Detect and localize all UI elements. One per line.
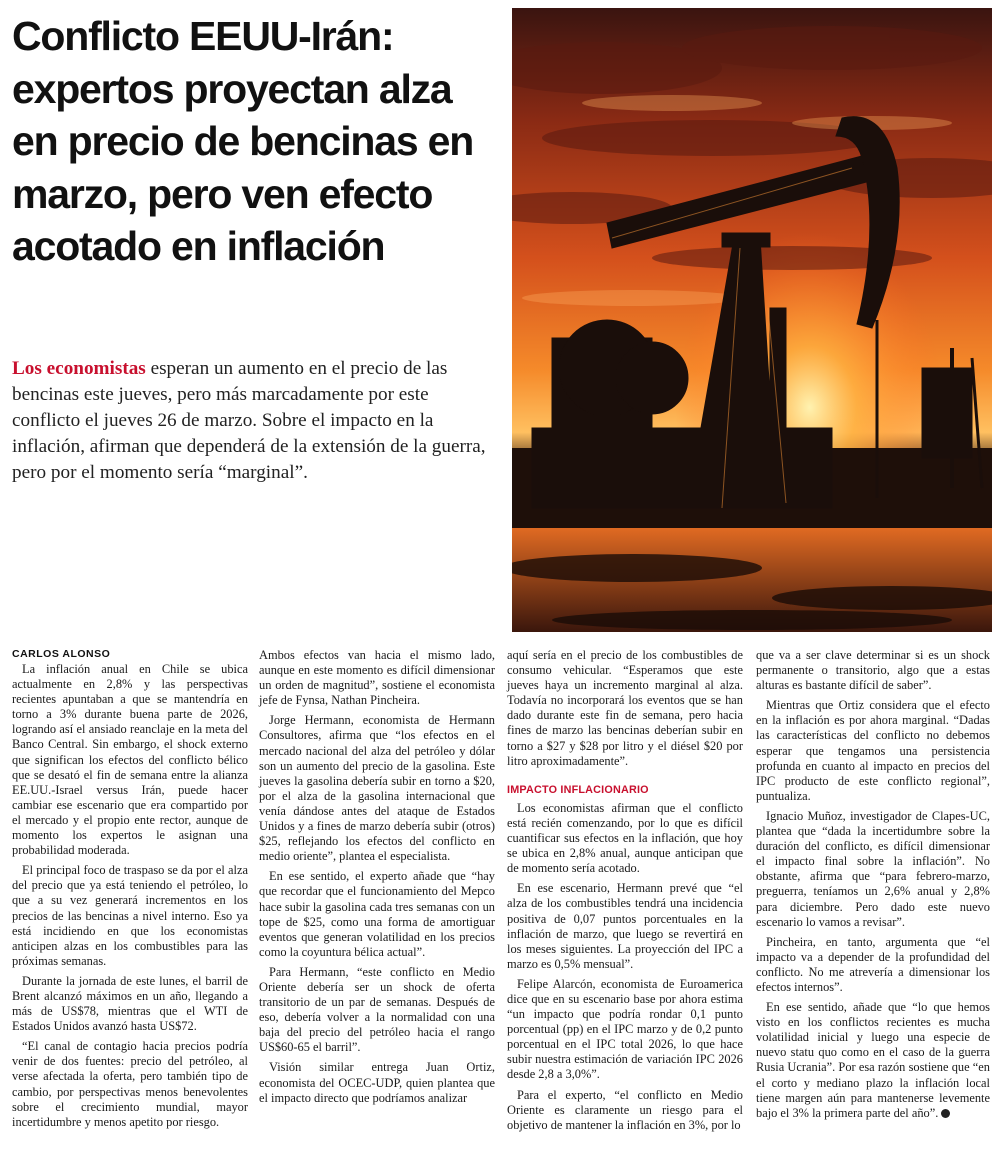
body-column-2 xyxy=(259,648,495,1111)
paragraph: Felipe Alarcón, economista de Euroamerica dice que en su escenario base por ahora estima “un impacto que podría rondar 0,1 punto porcentual (pp) en el IPC marzo y de 0,2 punto porcentual en el IPC total 2026, lo que hace subir nuestra estimación de variación IPC 2026 desde 2,8 a 3,0%”. xyxy=(507,976,743,1082)
paragraph-text: En ese sentido, añade que “lo que hemos visto en los conflictos recientes es mucha volatilidad inicial y luego una especie de nuevo statu quo como en el caso de la guerra Rusia Ucrania”. Por esa razón sostiene que “en el corto y mediano plazo la inflación local tiene margen aún para mantenerse levemente bajo el 3% la primera parte del año”. xyxy=(756,1000,990,1120)
paragraph: Visión similar entrega Juan Ortiz, economista del OCEC-UDP, quien plantea que el impacto directo que podríamos analizar xyxy=(259,1060,495,1105)
paragraph: “El canal de contagio hacia precios podría venir de dos fuentes: precio del petróleo, al verse afectada la oferta, pero también tipo de cambio, por perspectivas menos benevolentes sobre el crecimiento mundial, mayor incertidumbre y menos apetito por riesgo. xyxy=(12,1039,248,1129)
paragraph: Durante la jornada de este lunes, el barril de Brent alcanzó máximos en un año, llegando a más de US$78, mientras que el WTI de Estados Unidos avanzó hasta US$72. xyxy=(12,973,248,1034)
paragraph: Mientras que Ortiz considera que el efecto en la inflación es por ahora marginal. “Dadas las características del conflicto no debemos esperar que tengamos una persistencia profunda en cuanto al impacto en precios del IPC producto de este conflicto regional”, puntualiza. xyxy=(756,698,990,803)
oil-pumpjack-photo xyxy=(512,8,992,632)
lead-kicker: Los economistas xyxy=(12,358,146,379)
paragraph: Pincheira, en tanto, argumenta que “el impacto va a depender de la profundidad del conflicto. No me atrevería a dimensionar los efectos internos”. xyxy=(756,934,990,994)
lead-text: esperan un aumento en el precio de las bencinas este jueves, pero más marcadamente por este conflicto el jueves 26 de marzo. Sobre el impacto en la inflación, afirman que dependerá de la extensión de la guerra, pero por el momento sería “marginal”. xyxy=(12,358,486,483)
paragraph: Los economistas afirman que el conflicto está recién comenzando, por lo que es difícil cuantificar sus efectos en la inflación, que hoy se ubica en 2,8% anual, aunque anticipan que de momento sería acotado. xyxy=(507,800,743,876)
paragraph: que va a ser clave determinar si es un shock permanente o transitorio, algo que a estas alturas es bastante difícil de saber”. xyxy=(756,648,990,693)
paragraph: Ignacio Muñoz, investigador de Clapes-UC, plantea que “dada la incertidumbre sobre la duración del conflicto, es difícil dimensionar el impacto final sobre la inflación”. No obstante, afirma que “para febrero-marzo, preguerra, teníamos un 2,6% anual y 2,8% para diciembre. Pero dado este nuevo escenario lo vamos a revisar”. xyxy=(756,808,990,929)
pumpjack-sunset-illustration xyxy=(512,8,992,632)
lead-paragraph xyxy=(12,356,490,486)
body-column-4 xyxy=(756,648,990,1126)
paragraph: aquí sería en el precio de los combustibles de consumo vehicular. “Esperamos que este jueves haya un incremento marginal al alza. Todavía no incorporará los eventos que se han dado durante este fin de semana, pero hacia fines de marzo las bencinas deberían subir en torno a $27 y $28 por litro y el diésel $20 por litro aproximadamente”. xyxy=(507,648,743,768)
paragraph: En ese sentido, el experto añade que “hay que recordar que el funcionamiento del Mepco hace subir la gasolina cada tres semanas con un tope de $25, como una forma de amortiguar eventos que generan volatilidad en los precios como la coyuntura bélica actual”. xyxy=(259,869,495,959)
paragraph: El principal foco de traspaso se da por el alza del precio que ya está teniendo el petróleo, lo que a su vez generará incrementos en los precios de las bencinas a nivel interno. Eso ya está incidiendo en que los economistas anticipen alzas en los combustibles para las próximas semanas. xyxy=(12,863,248,968)
body-column-1 xyxy=(12,662,248,1135)
paragraph: En ese escenario, Hermann prevé que “el alza de los combustibles tendrá una incidencia positiva de 0,07 puntos porcentuales en la inflación de marzo, que luego se revertirá en los meses siguientes. La proyección del IPC a marzo es 0,5% mensual”. xyxy=(507,881,743,971)
paragraph: Ambos efectos van hacia el mismo lado, aunque en este momento es difícil dimensionar un orden de magnitud”, sostiene el economista jefe de Fynsa, Nathan Pincheira. xyxy=(259,648,495,708)
paragraph: Jorge Hermann, economista de Hermann Consultores, afirma que “los efectos en el mercado nacional del alza del petróleo y dólar son un aumento del precio de la gasolina. Este jueves la gasolina debería subir en torno a $20, por el alza de la gasolina internacional que venía dándose antes del ataque de Estados Unidos y a fines de marzo debería subir (otros) $25, reflejando los efectos del conflicto en medio oriente”, plantea el especialista. xyxy=(259,713,495,864)
end-mark-icon xyxy=(941,1109,950,1118)
paragraph: Para el experto, “el conflicto en Medio Oriente es claramente un riesgo para el objetivo de mantener la inflación en 3%, por lo xyxy=(507,1087,743,1132)
byline: CARLOS ALONSO xyxy=(12,648,111,660)
paragraph: Para Hermann, “este conflicto en Medio Oriente debería ser un shock de oferta transitorio de un par de semanas. Después de eso, debería volver a la normalidad con una baja del precio del petróleo hacia el rango US$60-65 el barril”. xyxy=(259,964,495,1055)
section-subhead: IMPACTO INFLACIONARIO xyxy=(507,783,649,796)
paragraph: La inflación anual en Chile se ubica actualmente en 2,8% y las perspectivas recientes apuntaban a que se mantendría en torno a 3% durante buena parte de 2026, logrando así el ansiado reanclaje en la meta del Banco Central. Sin embargo, el shock externo que significan los efectos del conflicto bélico que se desató el fin de semana entre la alianza EE.UU.-Israel versus Irán, puede hacer cambiar ese escenario que era compartido por el mercado y el propio ente rector, aunque de momento los expertos le asignan una probabilidad moderada. xyxy=(12,662,248,858)
last-paragraph xyxy=(756,1000,990,1121)
body-column-3 xyxy=(507,648,743,1138)
headline: Conflicto EEUU-Irán: expertos proyectan alza en precio de bencinas en marzo, pero ven efecto acotado en inflación xyxy=(12,13,474,269)
